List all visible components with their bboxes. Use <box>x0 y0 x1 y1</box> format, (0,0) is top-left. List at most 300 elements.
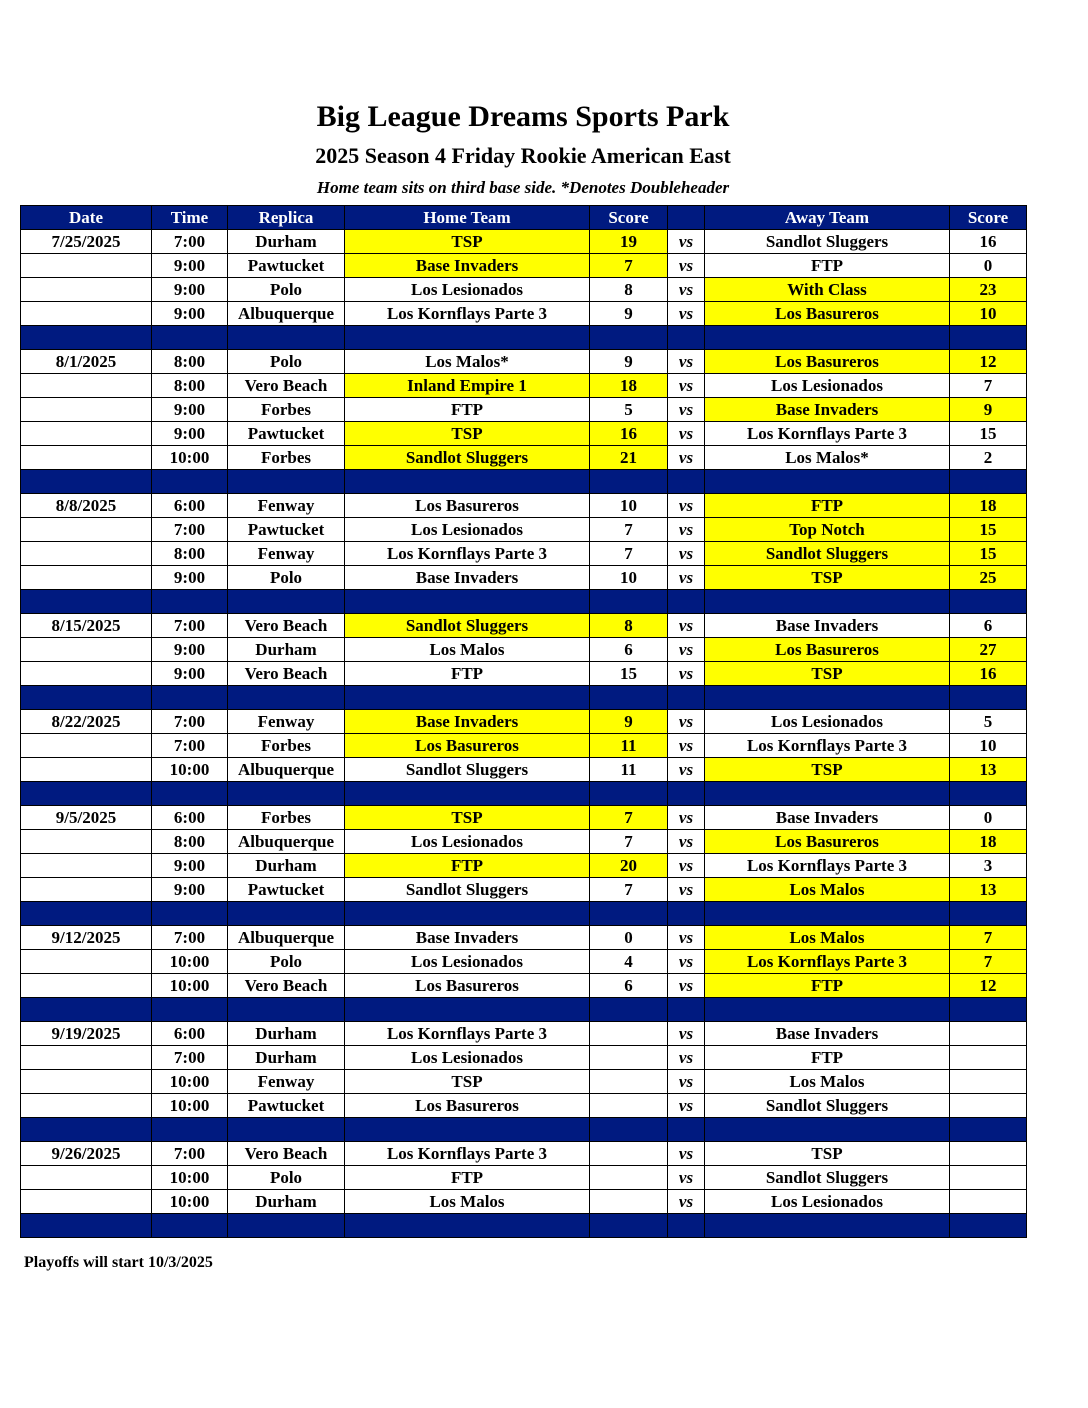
replica-cell: Vero Beach <box>228 662 345 686</box>
separator-cell <box>228 326 345 350</box>
home-score-cell <box>590 1046 668 1070</box>
replica-cell: Vero Beach <box>228 614 345 638</box>
separator-cell <box>21 782 152 806</box>
away-team-cell: Sandlot Sluggers <box>705 230 950 254</box>
replica-cell: Pawtucket <box>228 1094 345 1118</box>
date-cell: 8/22/2025 <box>21 710 152 734</box>
game-row <box>21 614 1027 638</box>
away-team-cell: Sandlot Sluggers <box>705 1094 950 1118</box>
time-cell: 10:00 <box>152 1166 228 1190</box>
vs-cell: vs <box>668 662 705 686</box>
away-team-cell: Los Lesionados <box>705 1190 950 1214</box>
game-row <box>21 1190 1027 1214</box>
home-team-cell: Inland Empire 1 <box>345 374 590 398</box>
away-team-cell: TSP <box>705 566 950 590</box>
away-team-cell: Los Malos <box>705 1070 950 1094</box>
separator-cell <box>950 590 1027 614</box>
time-cell: 9:00 <box>152 278 228 302</box>
vs-cell: vs <box>668 878 705 902</box>
game-row <box>21 950 1027 974</box>
separator-cell <box>228 1214 345 1238</box>
away-team-cell: Base Invaders <box>705 1022 950 1046</box>
date-cell <box>21 278 152 302</box>
home-team-cell: Los Lesionados <box>345 950 590 974</box>
date-cell <box>21 878 152 902</box>
date-cell: 9/12/2025 <box>21 926 152 950</box>
vs-cell: vs <box>668 614 705 638</box>
game-row <box>21 278 1027 302</box>
home-team-cell: Sandlot Sluggers <box>345 446 590 470</box>
game-row <box>21 494 1027 518</box>
separator-cell <box>228 782 345 806</box>
away-score-cell: 15 <box>950 542 1027 566</box>
page-subtitle: 2025 Season 4 Friday Rookie American East <box>315 143 731 168</box>
home-score-cell <box>590 1142 668 1166</box>
separator-cell <box>228 590 345 614</box>
day-separator-row <box>21 686 1027 710</box>
away-score-cell: 15 <box>950 422 1027 446</box>
away-score-cell: 18 <box>950 494 1027 518</box>
home-score-cell: 7 <box>590 518 668 542</box>
time-cell: 7:00 <box>152 518 228 542</box>
time-cell: 9:00 <box>152 566 228 590</box>
home-team-cell: Los Kornflays Parte 3 <box>345 542 590 566</box>
away-team-cell: Los Kornflays Parte 3 <box>705 734 950 758</box>
away-team-cell: Top Notch <box>705 518 950 542</box>
vs-cell: vs <box>668 830 705 854</box>
separator-cell <box>590 326 668 350</box>
away-team-cell: Sandlot Sluggers <box>705 1166 950 1190</box>
date-cell <box>21 1190 152 1214</box>
separator-cell <box>705 686 950 710</box>
separator-cell <box>590 470 668 494</box>
replica-cell: Forbes <box>228 806 345 830</box>
vs-cell: vs <box>668 254 705 278</box>
game-row <box>21 1022 1027 1046</box>
separator-cell <box>21 902 152 926</box>
away-score-cell: 13 <box>950 878 1027 902</box>
home-team-cell: Los Lesionados <box>345 278 590 302</box>
home-team-cell: Los Kornflays Parte 3 <box>345 1142 590 1166</box>
separator-cell <box>152 1118 228 1142</box>
vs-cell: vs <box>668 710 705 734</box>
home-team-cell: TSP <box>345 1070 590 1094</box>
date-cell: 8/15/2025 <box>21 614 152 638</box>
game-row <box>21 734 1027 758</box>
replica-cell: Polo <box>228 350 345 374</box>
replica-cell: Pawtucket <box>228 422 345 446</box>
vs-cell: vs <box>668 734 705 758</box>
col-home-score-header: Score <box>590 206 668 230</box>
vs-cell: vs <box>668 542 705 566</box>
home-score-cell: 7 <box>590 542 668 566</box>
time-cell: 10:00 <box>152 1070 228 1094</box>
game-row <box>21 638 1027 662</box>
game-row <box>21 854 1027 878</box>
home-score-cell: 6 <box>590 638 668 662</box>
away-score-cell: 3 <box>950 854 1027 878</box>
home-team-cell: Base Invaders <box>345 926 590 950</box>
home-team-cell: Los Malos <box>345 638 590 662</box>
separator-cell <box>705 326 950 350</box>
home-score-cell: 0 <box>590 926 668 950</box>
away-score-cell: 7 <box>950 374 1027 398</box>
home-team-cell: FTP <box>345 854 590 878</box>
game-row <box>21 566 1027 590</box>
date-cell <box>21 254 152 278</box>
col-away-team-header: Away Team <box>705 206 950 230</box>
game-row <box>21 230 1027 254</box>
day-separator-row <box>21 590 1027 614</box>
day-separator-row <box>21 470 1027 494</box>
replica-cell: Durham <box>228 230 345 254</box>
date-cell <box>21 1094 152 1118</box>
home-team-cell: Los Kornflays Parte 3 <box>345 1022 590 1046</box>
time-cell: 7:00 <box>152 710 228 734</box>
col-replica-header: Replica <box>228 206 345 230</box>
replica-cell: Forbes <box>228 734 345 758</box>
time-cell: 9:00 <box>152 854 228 878</box>
home-team-cell: Los Malos* <box>345 350 590 374</box>
time-cell: 6:00 <box>152 1022 228 1046</box>
away-score-cell: 12 <box>950 974 1027 998</box>
separator-cell <box>950 326 1027 350</box>
separator-cell <box>668 782 705 806</box>
vs-cell: vs <box>668 974 705 998</box>
game-row <box>21 806 1027 830</box>
page-note: Home team sits on third base side. *Denotes Doubleheader <box>316 178 730 197</box>
away-score-cell: 23 <box>950 278 1027 302</box>
vs-cell: vs <box>668 374 705 398</box>
separator-cell <box>21 470 152 494</box>
home-score-cell: 11 <box>590 734 668 758</box>
vs-cell: vs <box>668 638 705 662</box>
away-team-cell: With Class <box>705 278 950 302</box>
replica-cell: Fenway <box>228 710 345 734</box>
time-cell: 7:00 <box>152 614 228 638</box>
date-cell <box>21 566 152 590</box>
vs-cell: vs <box>668 950 705 974</box>
game-row <box>21 878 1027 902</box>
time-cell: 9:00 <box>152 662 228 686</box>
date-cell <box>21 398 152 422</box>
replica-cell: Durham <box>228 638 345 662</box>
date-cell <box>21 302 152 326</box>
separator-cell <box>590 1118 668 1142</box>
home-score-cell <box>590 1070 668 1094</box>
date-cell <box>21 374 152 398</box>
away-score-cell <box>950 1022 1027 1046</box>
replica-cell: Vero Beach <box>228 374 345 398</box>
time-cell: 7:00 <box>152 1046 228 1070</box>
away-team-cell: Los Kornflays Parte 3 <box>705 422 950 446</box>
date-cell: 9/5/2025 <box>21 806 152 830</box>
home-score-cell <box>590 1166 668 1190</box>
vs-cell: vs <box>668 446 705 470</box>
time-cell: 6:00 <box>152 494 228 518</box>
away-score-cell: 6 <box>950 614 1027 638</box>
date-cell: 7/25/2025 <box>21 230 152 254</box>
home-score-cell <box>590 1190 668 1214</box>
game-row <box>21 302 1027 326</box>
home-team-cell: TSP <box>345 422 590 446</box>
away-score-cell <box>950 1070 1027 1094</box>
separator-cell <box>668 998 705 1022</box>
away-team-cell: FTP <box>705 254 950 278</box>
game-row <box>21 974 1027 998</box>
time-cell: 7:00 <box>152 1142 228 1166</box>
time-cell: 10:00 <box>152 950 228 974</box>
separator-cell <box>21 590 152 614</box>
separator-cell <box>705 590 950 614</box>
replica-cell: Vero Beach <box>228 974 345 998</box>
separator-cell <box>228 998 345 1022</box>
separator-cell <box>705 470 950 494</box>
away-team-cell: Los Basureros <box>705 830 950 854</box>
time-cell: 10:00 <box>152 446 228 470</box>
separator-cell <box>345 998 590 1022</box>
replica-cell: Durham <box>228 1046 345 1070</box>
date-cell <box>21 734 152 758</box>
replica-cell: Fenway <box>228 542 345 566</box>
time-cell: 7:00 <box>152 230 228 254</box>
time-cell: 9:00 <box>152 638 228 662</box>
away-score-cell: 15 <box>950 518 1027 542</box>
home-score-cell: 20 <box>590 854 668 878</box>
vs-cell: vs <box>668 1022 705 1046</box>
separator-cell <box>950 470 1027 494</box>
replica-cell: Pawtucket <box>228 518 345 542</box>
vs-cell: vs <box>668 926 705 950</box>
col-vs-header <box>668 206 705 230</box>
replica-cell: Fenway <box>228 1070 345 1094</box>
vs-cell: vs <box>668 806 705 830</box>
separator-cell <box>152 998 228 1022</box>
separator-cell <box>950 686 1027 710</box>
separator-cell <box>950 782 1027 806</box>
vs-cell: vs <box>668 566 705 590</box>
separator-cell <box>152 590 228 614</box>
vs-cell: vs <box>668 1142 705 1166</box>
home-team-cell: Los Basureros <box>345 734 590 758</box>
away-score-cell: 10 <box>950 734 1027 758</box>
game-row <box>21 758 1027 782</box>
separator-cell <box>228 470 345 494</box>
replica-cell: Albuquerque <box>228 302 345 326</box>
away-score-cell <box>950 1190 1027 1214</box>
home-team-cell: Base Invaders <box>345 566 590 590</box>
vs-cell: vs <box>668 494 705 518</box>
vs-cell: vs <box>668 350 705 374</box>
time-cell: 7:00 <box>152 926 228 950</box>
home-team-cell: FTP <box>345 662 590 686</box>
separator-cell <box>668 590 705 614</box>
replica-cell: Albuquerque <box>228 758 345 782</box>
away-team-cell: FTP <box>705 974 950 998</box>
date-cell <box>21 1166 152 1190</box>
replica-cell: Albuquerque <box>228 830 345 854</box>
home-score-cell: 16 <box>590 422 668 446</box>
away-team-cell: TSP <box>705 662 950 686</box>
separator-cell <box>228 686 345 710</box>
game-row <box>21 518 1027 542</box>
away-score-cell: 0 <box>950 806 1027 830</box>
replica-cell: Pawtucket <box>228 878 345 902</box>
away-score-cell: 25 <box>950 566 1027 590</box>
separator-cell <box>345 1214 590 1238</box>
separator-cell <box>21 1214 152 1238</box>
vs-cell: vs <box>668 1070 705 1094</box>
separator-cell <box>705 902 950 926</box>
away-team-cell: TSP <box>705 1142 950 1166</box>
home-score-cell: 10 <box>590 566 668 590</box>
away-team-cell: Los Malos <box>705 878 950 902</box>
vs-cell: vs <box>668 422 705 446</box>
separator-cell <box>345 782 590 806</box>
time-cell: 10:00 <box>152 1190 228 1214</box>
home-team-cell: Base Invaders <box>345 710 590 734</box>
away-score-cell: 7 <box>950 950 1027 974</box>
separator-cell <box>705 1118 950 1142</box>
home-team-cell: Sandlot Sluggers <box>345 758 590 782</box>
replica-cell: Forbes <box>228 398 345 422</box>
vs-cell: vs <box>668 1166 705 1190</box>
col-home-team-header: Home Team <box>345 206 590 230</box>
separator-cell <box>21 1118 152 1142</box>
vs-cell: vs <box>668 854 705 878</box>
away-score-cell: 18 <box>950 830 1027 854</box>
away-score-cell: 5 <box>950 710 1027 734</box>
home-team-cell: FTP <box>345 1166 590 1190</box>
date-cell: 9/26/2025 <box>21 1142 152 1166</box>
separator-cell <box>950 902 1027 926</box>
away-score-cell: 27 <box>950 638 1027 662</box>
date-cell <box>21 1070 152 1094</box>
home-score-cell: 21 <box>590 446 668 470</box>
separator-cell <box>590 590 668 614</box>
away-team-cell: Los Malos* <box>705 446 950 470</box>
game-row <box>21 710 1027 734</box>
date-cell: 8/1/2025 <box>21 350 152 374</box>
away-score-cell: 10 <box>950 302 1027 326</box>
separator-cell <box>345 686 590 710</box>
away-score-cell <box>950 1166 1027 1190</box>
away-score-cell <box>950 1142 1027 1166</box>
separator-cell <box>152 782 228 806</box>
away-team-cell: Base Invaders <box>705 614 950 638</box>
vs-cell: vs <box>668 278 705 302</box>
away-team-cell: Sandlot Sluggers <box>705 542 950 566</box>
date-cell <box>21 446 152 470</box>
time-cell: 8:00 <box>152 542 228 566</box>
date-cell <box>21 854 152 878</box>
separator-cell <box>950 998 1027 1022</box>
separator-cell <box>152 902 228 926</box>
away-score-cell: 9 <box>950 398 1027 422</box>
replica-cell: Durham <box>228 1190 345 1214</box>
playoffs-note: Playoffs will start 10/3/2025 <box>24 1254 213 1271</box>
replica-cell: Albuquerque <box>228 926 345 950</box>
vs-cell: vs <box>668 302 705 326</box>
home-score-cell: 15 <box>590 662 668 686</box>
away-score-cell: 12 <box>950 350 1027 374</box>
home-score-cell: 9 <box>590 302 668 326</box>
date-cell: 8/8/2025 <box>21 494 152 518</box>
time-cell: 7:00 <box>152 734 228 758</box>
home-team-cell: Sandlot Sluggers <box>345 878 590 902</box>
away-score-cell <box>950 1094 1027 1118</box>
separator-cell <box>228 902 345 926</box>
day-separator-row <box>21 782 1027 806</box>
home-score-cell: 6 <box>590 974 668 998</box>
home-score-cell: 19 <box>590 230 668 254</box>
game-row <box>21 662 1027 686</box>
col-time-header: Time <box>152 206 228 230</box>
date-cell <box>21 422 152 446</box>
vs-cell: vs <box>668 1094 705 1118</box>
separator-cell <box>668 1214 705 1238</box>
separator-cell <box>21 326 152 350</box>
game-row <box>21 1070 1027 1094</box>
day-separator-row <box>21 902 1027 926</box>
day-separator-row <box>21 998 1027 1022</box>
separator-cell <box>590 902 668 926</box>
home-score-cell: 5 <box>590 398 668 422</box>
away-score-cell: 2 <box>950 446 1027 470</box>
date-cell <box>21 950 152 974</box>
time-cell: 6:00 <box>152 806 228 830</box>
home-team-cell: Los Malos <box>345 1190 590 1214</box>
game-row <box>21 254 1027 278</box>
away-team-cell: Base Invaders <box>705 806 950 830</box>
separator-cell <box>152 1214 228 1238</box>
time-cell: 10:00 <box>152 758 228 782</box>
away-team-cell: Los Kornflays Parte 3 <box>705 854 950 878</box>
game-row <box>21 830 1027 854</box>
time-cell: 9:00 <box>152 422 228 446</box>
date-cell <box>21 662 152 686</box>
date-cell: 9/19/2025 <box>21 1022 152 1046</box>
separator-cell <box>152 326 228 350</box>
game-row <box>21 422 1027 446</box>
away-team-cell: Los Lesionados <box>705 374 950 398</box>
time-cell: 10:00 <box>152 1094 228 1118</box>
game-row <box>21 1166 1027 1190</box>
home-score-cell: 7 <box>590 806 668 830</box>
home-team-cell: Base Invaders <box>345 254 590 278</box>
vs-cell: vs <box>668 230 705 254</box>
home-score-cell: 9 <box>590 710 668 734</box>
home-team-cell: TSP <box>345 230 590 254</box>
col-date-header: Date <box>21 206 152 230</box>
away-score-cell: 7 <box>950 926 1027 950</box>
separator-cell <box>345 902 590 926</box>
home-team-cell: FTP <box>345 398 590 422</box>
home-team-cell: Los Lesionados <box>345 518 590 542</box>
replica-cell: Polo <box>228 278 345 302</box>
away-score-cell: 16 <box>950 230 1027 254</box>
home-team-cell: TSP <box>345 806 590 830</box>
separator-cell <box>590 1214 668 1238</box>
separator-cell <box>950 1118 1027 1142</box>
time-cell: 8:00 <box>152 350 228 374</box>
time-cell: 8:00 <box>152 374 228 398</box>
time-cell: 9:00 <box>152 254 228 278</box>
date-cell <box>21 830 152 854</box>
separator-cell <box>21 998 152 1022</box>
date-cell <box>21 758 152 782</box>
time-cell: 10:00 <box>152 974 228 998</box>
